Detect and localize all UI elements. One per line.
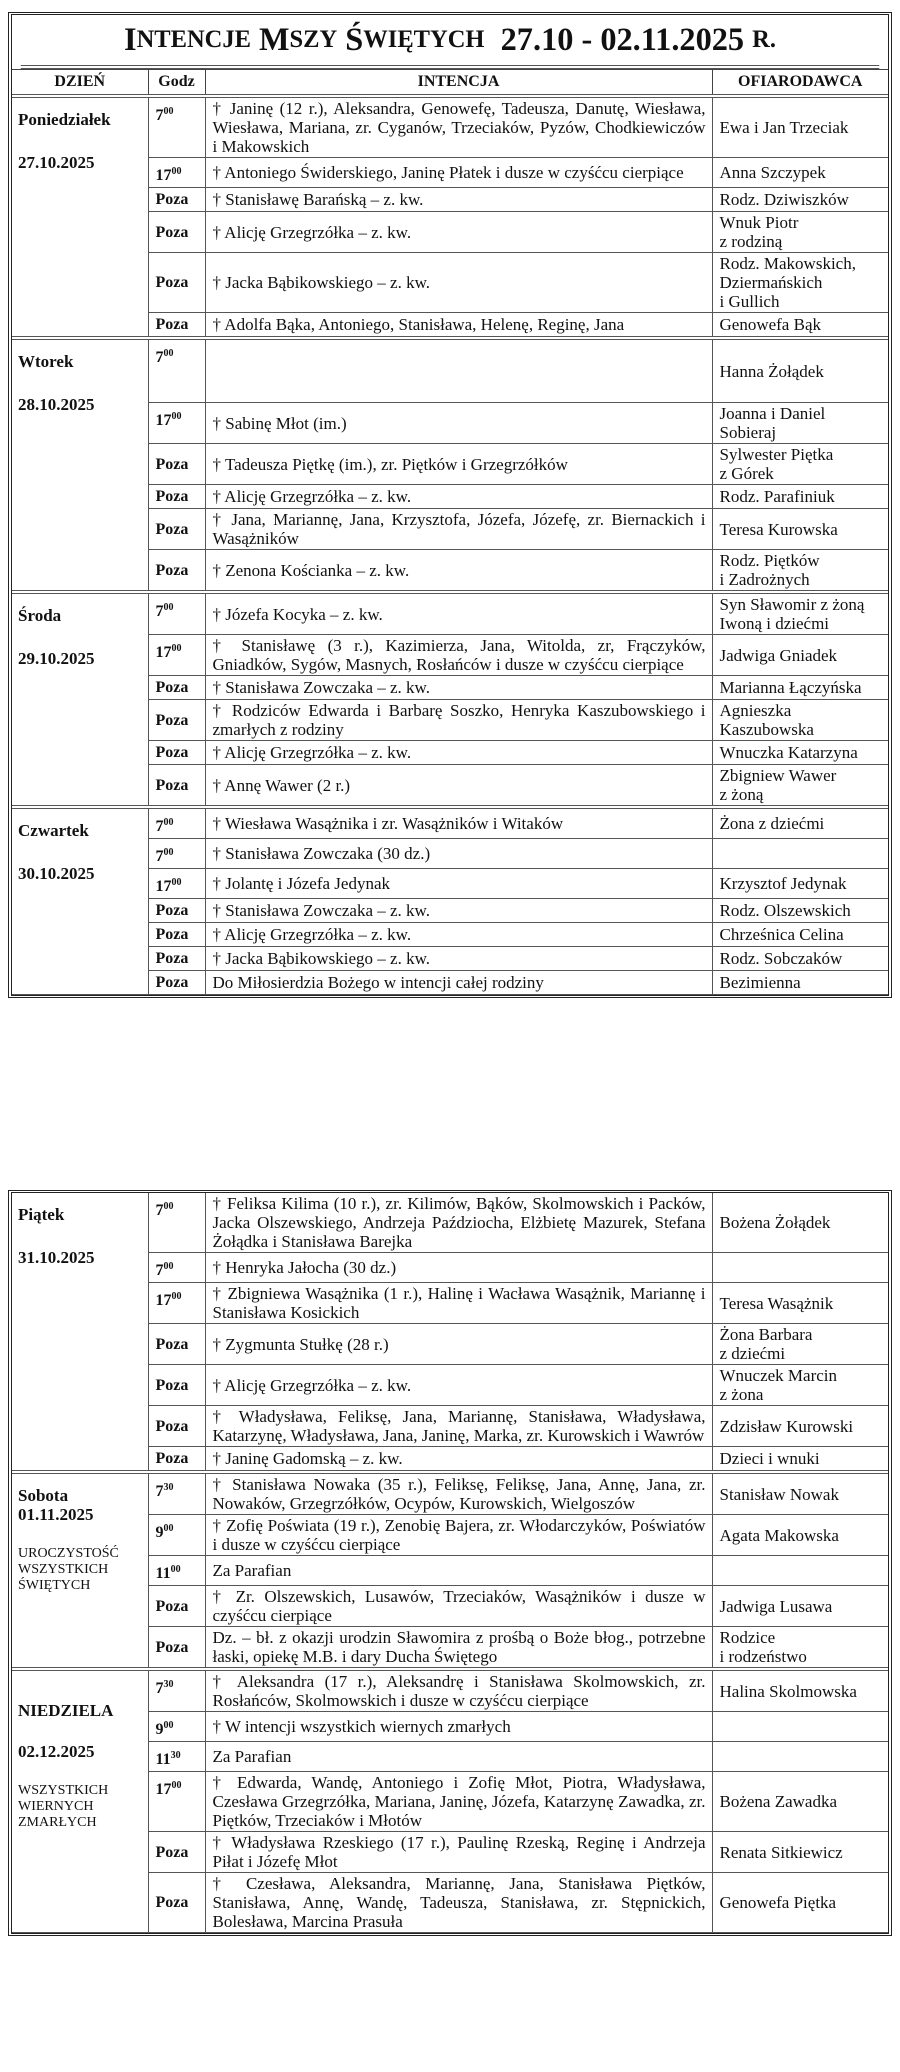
mass-time: $17^{00}$ — [148, 869, 205, 899]
mass-time: $7^{00}$ — [148, 96, 205, 158]
mass-time: Poza — [148, 676, 205, 700]
donor-name: Marianna Łączyńska — [712, 676, 888, 700]
mass-time: $11^{30}$ — [148, 1742, 205, 1772]
mass-time-minutes: 00 — [163, 1201, 174, 1212]
mass-time: $17^{00}$ — [148, 158, 205, 188]
table-row — [12, 96, 888, 158]
intentions-table-2 — [12, 1193, 888, 1933]
intention-text: † Annę Wawer (2 r.) — [205, 765, 712, 808]
day-date: 27.10.2025 — [18, 153, 95, 172]
donor-name: Ewa i Jan Trzeciak — [712, 96, 888, 158]
mass-time: Poza — [148, 444, 205, 485]
donor-name: Jadwiga Lusawa — [712, 1586, 888, 1627]
donor-name: Teresa Wasążnik — [712, 1283, 888, 1324]
intention-text: † Jolantę i Józefa Jedynak — [205, 869, 712, 899]
title-dates: 27.10 - 02.11.2025 — [500, 21, 745, 58]
intention-text: † Alicję Grzegrzółka – z. kw. — [205, 1365, 712, 1406]
intention-text: † Alicję Grzegrzółka – z. kw. — [205, 741, 712, 765]
mass-time: Poza — [148, 485, 205, 509]
donor-name: Bożena Żołądek — [712, 1193, 888, 1253]
title-part: I — [123, 21, 137, 58]
mass-time: $9^{00}$ — [148, 1515, 205, 1556]
intention-text: † Stanisława Nowaka (35 r.), Feliksę, Feliksę, Jana, Annę, Jana, zr. Nowaków, Grzegrzółków, Ocypów, Kurowskich, Wielgoszów — [205, 1472, 712, 1515]
donor-name: Krzysztof Jedynak — [712, 869, 888, 899]
intention-text: † Tadeusza Piętkę (im.), zr. Piętków i Grzegrzółków — [205, 444, 712, 485]
mass-time-minutes: 00 — [171, 411, 182, 422]
mass-time: Poza — [148, 923, 205, 947]
donor-name: Chrześnica Celina — [712, 923, 888, 947]
intention-text: † Antoniego Świderskiego, Janinę Płatek i dusze w czyśćcu cierpiące — [205, 158, 712, 188]
mass-time: $7^{30}$ — [148, 1669, 205, 1712]
mass-time-minutes: 00 — [163, 1523, 174, 1534]
donor-name: Stanisław Nowak — [712, 1472, 888, 1515]
donor-name: Halina Skolmowska — [712, 1669, 888, 1712]
mass-time-minutes: 00 — [171, 877, 182, 888]
donor-name — [712, 1712, 888, 1742]
mass-time: $17^{00}$ — [148, 635, 205, 676]
mass-time: $17^{00}$ — [148, 403, 205, 444]
mass-time-minutes: 30 — [163, 1482, 174, 1493]
intention-text: † Feliksa Kilima (10 r.), zr. Kilimów, Bąków, Skolmowskich i Packów, Jacka Olszewskiego, Andrzeja Paździocha, Elżbietę Mazurek, Stefana Żołądka i Stanisława Barejka — [205, 1193, 712, 1253]
donor-name: Syn Sławomir z żoną Iwoną i dziećmi — [712, 592, 888, 635]
day-name: Poniedziałek — [18, 110, 111, 129]
mass-time: Poza — [148, 741, 205, 765]
donor-name: Zdzisław Kurowski — [712, 1406, 888, 1447]
donor-name: Rodz. Olszewskich — [712, 899, 888, 923]
mass-time: $7^{00}$ — [148, 1193, 205, 1253]
intention-text: † W intencji wszystkich wiernych zmarłych — [205, 1712, 712, 1742]
donor-name: Agata Makowska — [712, 1515, 888, 1556]
day-cell — [12, 96, 148, 338]
mass-time: $7^{00}$ — [148, 839, 205, 869]
intention-text: Dz. – bł. z okazji urodzin Sławomira z prośbą o Boże błog., potrzebne łaski, opiekę M.B. i dary Ducha Świętego — [205, 1627, 712, 1670]
day-name: Czwartek — [18, 821, 89, 840]
donor-name: Wnuczek Marcin z żona — [712, 1365, 888, 1406]
mass-time-minutes: 00 — [171, 1291, 182, 1302]
mass-time-minutes: 00 — [163, 817, 174, 828]
mass-time: Poza — [148, 509, 205, 550]
mass-time: Poza — [148, 212, 205, 253]
donor-name: Żona Barbara z dziećmi — [712, 1324, 888, 1365]
intention-text: † Zofię Poświata (19 r.), Zenobię Bajera, zr. Włodarczyków, Poświatów i dusze w czyśćcu cierpiące — [205, 1515, 712, 1556]
intention-text: † Czesława, Aleksandra, Mariannę, Jana, Stanisława Piętków, Stanisława, Annę, Wandę, Tadeusza, Stanisława, zr. Stępnickich, Bolesława, Marcina Prasuła — [205, 1873, 712, 1933]
intention-text: † Wiesława Wasążnika i zr. Wasążników i Witaków — [205, 807, 712, 839]
day-date: 31.10.2025 — [18, 1248, 95, 1267]
mass-time: Poza — [148, 1324, 205, 1365]
schedule-page-2 — [8, 1190, 892, 1936]
donor-name: Sylwester Piętka z Górek — [712, 444, 888, 485]
intention-text: † Sabinę Młot (im.) — [205, 403, 712, 444]
mass-time: $7^{00}$ — [148, 592, 205, 635]
column-header-hour: Godz — [148, 70, 205, 97]
intention-text: † Stanisławę (3 r.), Kazimierza, Jana, Witolda, zr, Frączyków, Gniadków, Sygów, Masnych, Rosłańców i dusze w czyśćcu cierpiące — [205, 635, 712, 676]
donor-name: Anna Szczypek — [712, 158, 888, 188]
day-date: 01.11.2025 — [18, 1505, 94, 1524]
title-part: M — [259, 21, 290, 58]
day-cell — [12, 1669, 148, 1933]
mass-time-minutes: 00 — [163, 847, 174, 858]
donor-name: Jadwiga Gniadek — [712, 635, 888, 676]
donor-name — [712, 839, 888, 869]
mass-time: Poza — [148, 253, 205, 313]
intention-text: † Stanisława Zowczaka (30 dz.) — [205, 839, 712, 869]
donor-name: Rodz. Makowskich, Dziermańskich i Gullich — [712, 253, 888, 313]
donor-name — [712, 1253, 888, 1283]
donor-name: Genowefa Bąk — [712, 313, 888, 339]
intention-text: † Józefa Kocyka – z. kw. — [205, 592, 712, 635]
mass-time-minutes: 00 — [171, 643, 182, 654]
table-row — [12, 592, 888, 635]
intention-text: † Aleksandra (17 r.), Aleksandrę i Stanisława Skolmowskich, zr. Rosłańców, Skolmowskich i dusze w czyśćcu cierpiące — [205, 1669, 712, 1712]
intention-text: † Stanisławę Barańską – z. kw. — [205, 188, 712, 212]
mass-time: $7^{30}$ — [148, 1472, 205, 1515]
intention-text: † Jacka Bąbikowskiego – z. kw. — [205, 947, 712, 971]
intention-text: † Rodziców Edwarda i Barbarę Soszko, Henryka Kaszubowskiego i zmarłych z rodziny — [205, 700, 712, 741]
donor-name: Rodzice i rodzeństwo — [712, 1627, 888, 1670]
mass-time-minutes: 00 — [170, 1564, 181, 1575]
day-cell — [12, 1193, 148, 1472]
mass-time: $7^{00}$ — [148, 338, 205, 403]
intention-text: † Edwarda, Wandę, Antoniego i Zofię Młot, Piotra, Władysława, Czesława Grzegrzółka, Mariana, Janinę, Józefa, Katarzynę Zawadka, zr. Piętków, Trzeciaków i Młotów — [205, 1772, 712, 1832]
donor-name: Zbigniew Wawer z żoną — [712, 765, 888, 808]
mass-time: Poza — [148, 1406, 205, 1447]
page-title — [21, 15, 879, 69]
day-name: Piątek — [18, 1205, 65, 1224]
donor-name: Hanna Żołądek — [712, 338, 888, 403]
mass-time: $11^{00}$ — [148, 1556, 205, 1586]
donor-name: Rodz. Sobczaków — [712, 947, 888, 971]
intention-text: † Henryka Jałocha (30 dz.) — [205, 1253, 712, 1283]
table-row — [12, 1472, 888, 1515]
intention-text: † Zygmunta Stułkę (28 r.) — [205, 1324, 712, 1365]
mass-time: Poza — [148, 1627, 205, 1670]
intention-text: † Janinę (12 r.), Aleksandra, Genowefę, Tadeusza, Danutę, Wiesława, Wiesława, Mariana, zr. Cyganów, Trzeciaków, Pyzów, Chodkiewiczów i Makowskich — [205, 96, 712, 158]
donor-name: Bezimienna — [712, 971, 888, 995]
donor-name: Renata Sitkiewicz — [712, 1832, 888, 1873]
intention-text: † Zr. Olszewskich, Lusawów, Trzeciaków, Wasążników i dusze w czyśćcu cierpiące — [205, 1586, 712, 1627]
donor-name: Rodz. Piętków i Zadrożnych — [712, 550, 888, 593]
donor-name: Wnuk Piotr z rodziną — [712, 212, 888, 253]
intention-text: † Adolfa Bąka, Antoniego, Stanisława, Helenę, Reginę, Jana — [205, 313, 712, 339]
mass-time: Poza — [148, 947, 205, 971]
schedule-page-1 — [8, 12, 892, 998]
day-cell — [12, 1472, 148, 1669]
intention-text — [205, 338, 712, 403]
day-name: Wtorek — [18, 352, 74, 371]
mass-time: Poza — [148, 188, 205, 212]
donor-name: Rodz. Dziwiszków — [712, 188, 888, 212]
intention-text: † Jana, Mariannę, Jana, Krzysztofa, Józefa, Józefę, zr. Biernackich i Wasążników — [205, 509, 712, 550]
title-part: Ś — [345, 21, 364, 58]
intention-text: † Alicję Grzegrzółka – z. kw. — [205, 485, 712, 509]
table-row — [12, 807, 888, 839]
feast-name: UROCZYSTOŚĆ WSZYSTKICH ŚWIĘTYCH — [18, 1546, 119, 1593]
table-body — [12, 1193, 888, 1933]
mass-time-minutes: 00 — [163, 602, 174, 613]
mass-time-minutes: 00 — [171, 1780, 182, 1791]
mass-time: Poza — [148, 1586, 205, 1627]
intention-text: Do Miłosierdzia Bożego w intencji całej rodziny — [205, 971, 712, 995]
mass-time: Poza — [148, 700, 205, 741]
intentions-table-1 — [12, 69, 888, 995]
donor-name: Żona z dziećmi — [712, 807, 888, 839]
mass-time-minutes: 00 — [171, 166, 182, 177]
day-cell — [12, 592, 148, 807]
column-header-day: DZIEŃ — [12, 70, 148, 97]
intention-text: † Władysława Rzeskiego (17 r.), Paulinę Rzeską, Reginę i Andrzeja Piłat i Józefę Młot — [205, 1832, 712, 1873]
donor-name — [712, 1742, 888, 1772]
mass-time: Poza — [148, 1447, 205, 1473]
title-part: WIĘTYCH — [363, 26, 485, 53]
donor-name: Bożena Zawadka — [712, 1772, 888, 1832]
day-date: 30.10.2025 — [18, 864, 95, 883]
table-header — [12, 70, 888, 97]
mass-time: $7^{00}$ — [148, 1253, 205, 1283]
column-header-intention: INTENCJA — [205, 70, 712, 97]
donor-name: Rodz. Parafiniuk — [712, 485, 888, 509]
day-date: 02.12.2025 — [18, 1742, 95, 1761]
intention-text: † Zbigniewa Wasążnika (1 r.), Halinę i Wacława Wasążnik, Mariannę i Stanisława Kosickich — [205, 1283, 712, 1324]
intention-text: Za Parafian — [205, 1556, 712, 1586]
title-part: NTENCJE — [136, 26, 251, 53]
donor-name: Teresa Kurowska — [712, 509, 888, 550]
donor-name: Agnieszka Kaszubowska — [712, 700, 888, 741]
mass-time: Poza — [148, 899, 205, 923]
intention-text: Za Parafian — [205, 1742, 712, 1772]
day-name: NIEDZIELA — [18, 1701, 114, 1720]
donor-name: Wnuczka Katarzyna — [712, 741, 888, 765]
day-cell — [12, 807, 148, 995]
mass-time: $17^{00}$ — [148, 1283, 205, 1324]
mass-time: Poza — [148, 1873, 205, 1933]
feast-name: WSZYSTKICH WIERNYCH ZMARŁYCH — [18, 1783, 109, 1830]
day-cell — [12, 338, 148, 592]
table-row — [12, 338, 888, 403]
day-date: 28.10.2025 — [18, 395, 95, 414]
intention-text: † Władysława, Feliksę, Jana, Mariannę, Stanisława, Władysława, Katarzynę, Władysława, Jana, Janinę, Marka, zr. Kurowskich i Wawrów — [205, 1406, 712, 1447]
mass-time-minutes: 00 — [163, 1261, 174, 1272]
mass-time: Poza — [148, 971, 205, 995]
mass-time: $9^{00}$ — [148, 1712, 205, 1742]
mass-time-minutes: 30 — [170, 1750, 181, 1761]
table-row — [12, 1669, 888, 1712]
title-part: SZY — [289, 26, 338, 53]
mass-time: Poza — [148, 1832, 205, 1873]
title-suffix: R. — [752, 26, 777, 53]
table-body — [12, 96, 888, 995]
intention-text: † Alicję Grzegrzółka – z. kw. — [205, 923, 712, 947]
donor-name: Joanna i Daniel Sobieraj — [712, 403, 888, 444]
donor-name: Genowefa Piętka — [712, 1873, 888, 1933]
intention-text: † Janinę Gadomską – z. kw. — [205, 1447, 712, 1473]
mass-time-minutes: 00 — [163, 348, 174, 359]
intention-text: † Alicję Grzegrzółka – z. kw. — [205, 212, 712, 253]
day-name: Środa — [18, 606, 62, 625]
mass-time: Poza — [148, 313, 205, 339]
mass-time: Poza — [148, 550, 205, 593]
mass-time-minutes: 00 — [163, 1720, 174, 1731]
mass-time-minutes: 00 — [163, 106, 174, 117]
donor-name: Dzieci i wnuki — [712, 1447, 888, 1473]
intention-text: † Zenona Kościanka – z. kw. — [205, 550, 712, 593]
mass-time: $17^{00}$ — [148, 1772, 205, 1832]
table-row — [12, 1193, 888, 1253]
intention-text: † Stanisława Zowczaka – z. kw. — [205, 899, 712, 923]
mass-time: $7^{00}$ — [148, 807, 205, 839]
mass-time-minutes: 30 — [163, 1679, 174, 1690]
day-name: Sobota — [18, 1486, 69, 1505]
column-header-donor: OFIARODAWCA — [712, 70, 888, 97]
mass-time: Poza — [148, 765, 205, 808]
donor-name — [712, 1556, 888, 1586]
day-date: 29.10.2025 — [18, 649, 95, 668]
intention-text: † Stanisława Zowczaka – z. kw. — [205, 676, 712, 700]
mass-time: Poza — [148, 1365, 205, 1406]
intention-text: † Jacka Bąbikowskiego – z. kw. — [205, 253, 712, 313]
